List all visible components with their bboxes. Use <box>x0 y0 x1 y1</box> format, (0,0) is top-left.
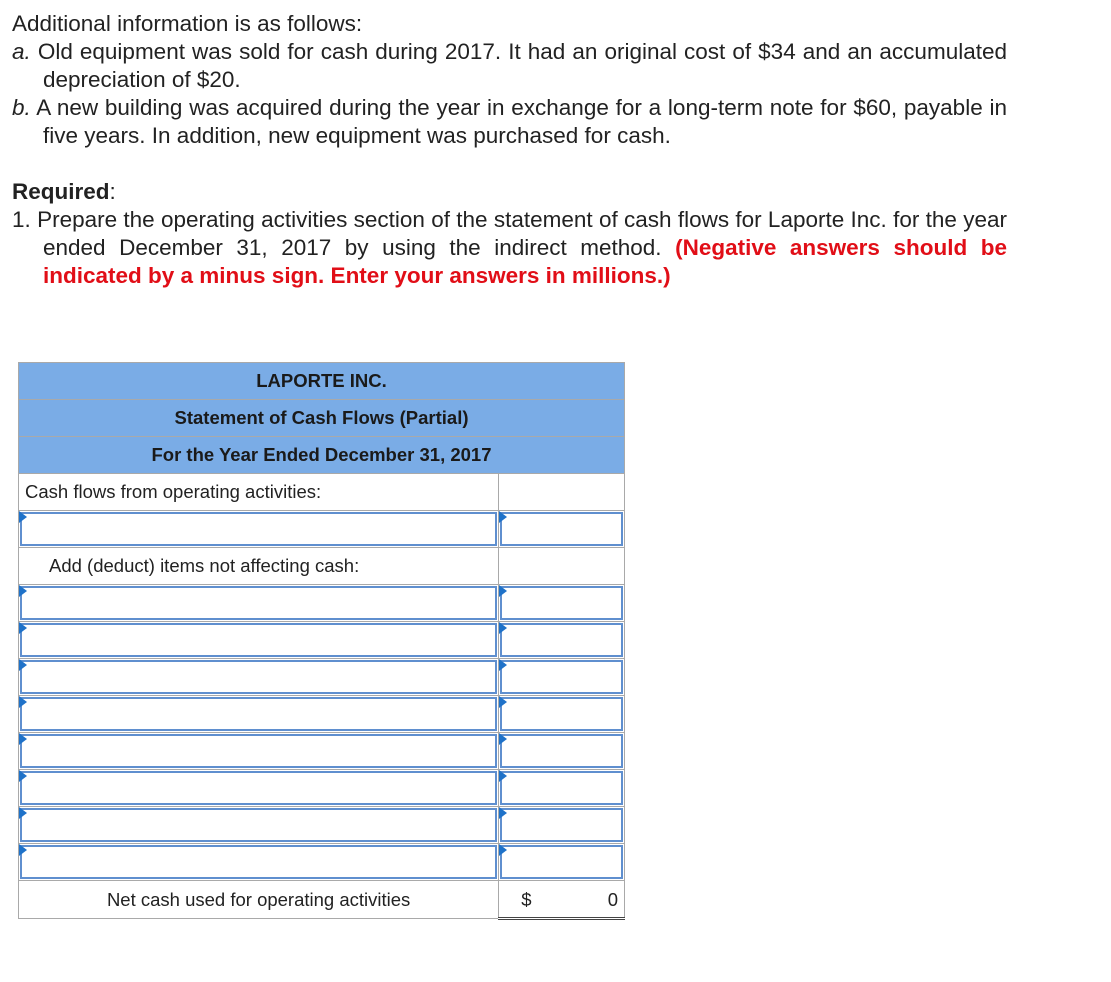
input-row <box>19 585 625 622</box>
amount-input[interactable] <box>499 733 625 770</box>
dropdown-marker-icon <box>499 844 507 856</box>
operating-activities-label: Cash flows from operating activities: <box>25 481 322 502</box>
item-b-text: A new building was acquired during the year in exchange for a long-term note for $60, payable in five years. In addition, new equipment was purchased for cash. <box>36 95 1007 148</box>
statement-period: For the Year Ended December 31, 2017 <box>19 437 625 474</box>
dropdown-marker-icon <box>499 770 507 782</box>
input-row <box>19 622 625 659</box>
dropdown-marker-icon <box>19 622 27 634</box>
dropdown-marker-icon <box>19 807 27 819</box>
label-dropdown[interactable] <box>19 770 499 807</box>
dropdown-marker-icon <box>19 844 27 856</box>
amount-input[interactable] <box>499 807 625 844</box>
input-row <box>19 511 625 548</box>
adjustments-row <box>19 548 625 585</box>
label-dropdown[interactable] <box>19 844 499 881</box>
required-heading <box>12 178 1007 206</box>
problem-text <box>12 10 1007 290</box>
dropdown-marker-icon <box>19 733 27 745</box>
dropdown-marker-icon <box>19 585 27 597</box>
info-item-b <box>12 94 1007 150</box>
item-b-letter: b. <box>12 95 31 120</box>
amount-input[interactable] <box>499 770 625 807</box>
net-cash-row <box>19 881 625 919</box>
statement-title: Statement of Cash Flows (Partial) <box>19 400 625 437</box>
input-row <box>19 770 625 807</box>
label-dropdown[interactable] <box>19 733 499 770</box>
net-cash-value: 0 <box>607 889 618 910</box>
dropdown-marker-icon <box>19 770 27 782</box>
dropdown-marker-icon <box>499 807 507 819</box>
cash-flow-statement <box>18 362 625 920</box>
amount-input[interactable] <box>499 511 625 548</box>
label-dropdown[interactable] <box>19 696 499 733</box>
item-a-letter: a. <box>12 39 31 64</box>
intro-heading: Additional information is as follows: <box>12 11 363 36</box>
dropdown-marker-icon <box>19 659 27 671</box>
info-item-a <box>12 38 1007 94</box>
amount-input[interactable] <box>499 659 625 696</box>
amount-input[interactable] <box>499 696 625 733</box>
dropdown-marker-icon <box>499 696 507 708</box>
dropdown-marker-icon <box>19 696 27 708</box>
amount-input[interactable] <box>499 622 625 659</box>
dropdown-marker-icon <box>499 733 507 745</box>
required-colon: : <box>109 179 116 204</box>
label-dropdown[interactable] <box>19 659 499 696</box>
dropdown-marker-icon <box>499 511 507 523</box>
amount-input[interactable] <box>499 844 625 881</box>
amount-input[interactable] <box>499 585 625 622</box>
currency-symbol: $ <box>521 889 532 910</box>
operating-activities-row <box>19 474 625 511</box>
adjustments-label: Add (deduct) items not affecting cash: <box>49 555 360 576</box>
dropdown-marker-icon <box>499 659 507 671</box>
item-a-text: Old equipment was sold for cash during 2017. It had an original cost of $34 and an accumulated depreciation of $20. <box>37 39 1007 92</box>
required-item-1 <box>12 206 1007 290</box>
net-cash-label: Net cash used for operating activities <box>19 881 499 919</box>
label-dropdown[interactable] <box>19 622 499 659</box>
dropdown-marker-icon <box>499 585 507 597</box>
label-dropdown[interactable] <box>19 585 499 622</box>
label-dropdown[interactable] <box>19 511 499 548</box>
net-cash-amount <box>499 881 625 919</box>
input-row <box>19 696 625 733</box>
required-item-1-number: 1. <box>12 207 31 232</box>
input-row <box>19 844 625 881</box>
company-name: LAPORTE INC. <box>19 363 625 400</box>
input-row <box>19 659 625 696</box>
dropdown-marker-icon <box>19 511 27 523</box>
required-item-1-text: Prepare the operating activities section of the statement of cash flows for Laporte Inc. for the year ended December 31, 2017 by using the indirect method. <box>37 207 1007 260</box>
required-title: Required <box>12 179 110 204</box>
input-row <box>19 733 625 770</box>
input-row <box>19 807 625 844</box>
label-dropdown[interactable] <box>19 807 499 844</box>
dropdown-marker-icon <box>499 622 507 634</box>
required-item-1-note: (Negative answers should be indicated by a minus sign. Enter your answers in millions.) <box>43 235 1007 288</box>
